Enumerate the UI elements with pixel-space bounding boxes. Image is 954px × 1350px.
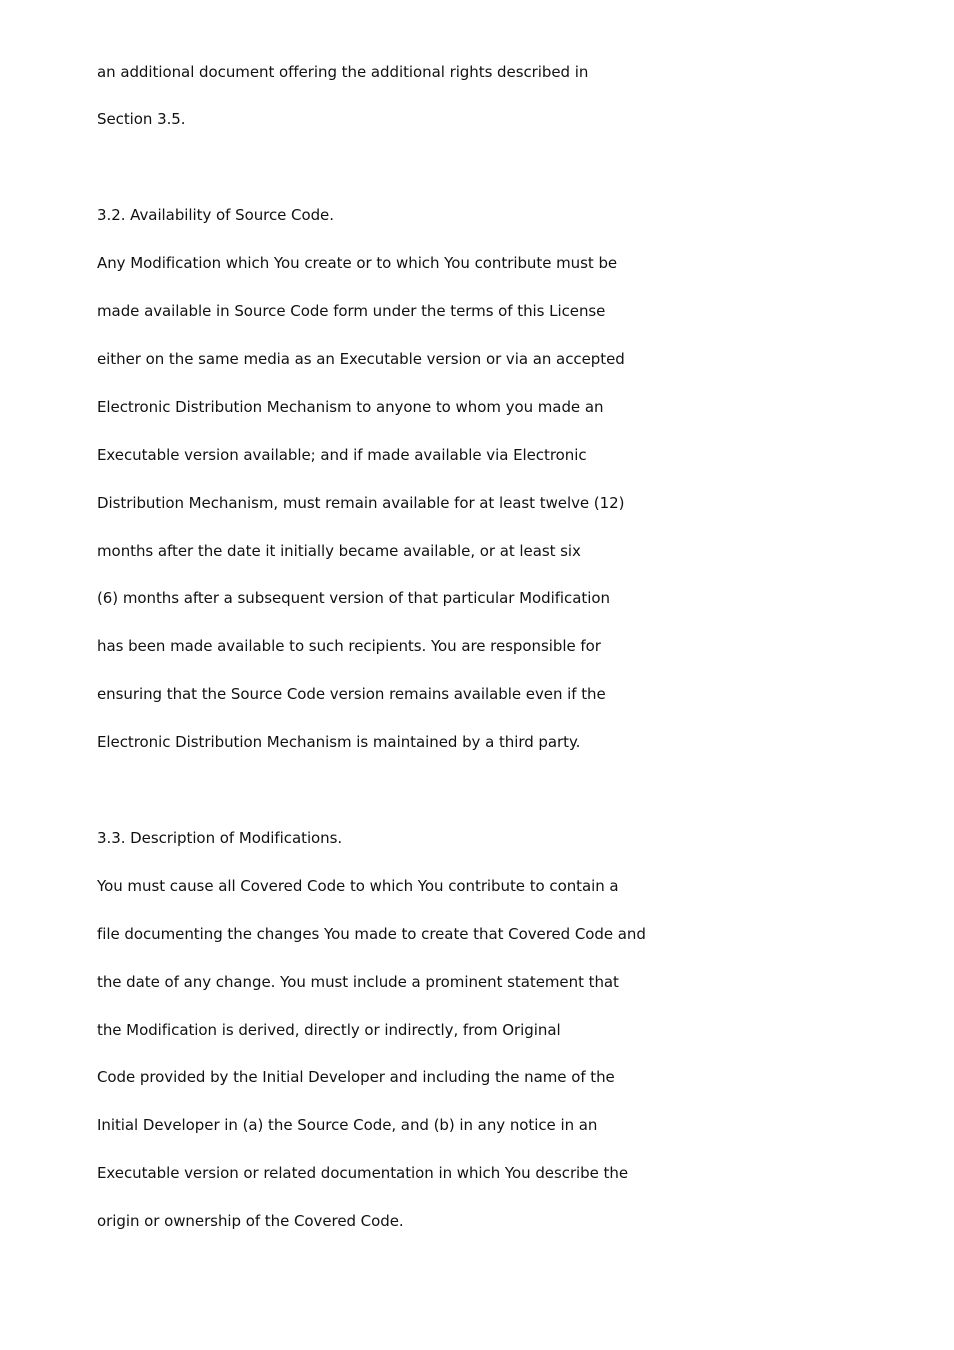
section-3-3-heading: 3.3. Description of Modifications. [97,829,343,847]
section-3-3-line: file documenting the changes You made to create that Covered Code and [97,925,646,943]
section-3-2-line: ensuring that the Source Code version remains available even if the [97,685,606,703]
section-3-2-line: has been made available to such recipients. You are responsible for [97,637,601,655]
section-3-2-line: (6) months after a subsequent version of that particular Modification [97,589,610,607]
section-3-2-line: made available in Source Code form under the terms of this License [97,302,606,320]
section-3-2-line: months after the date it initially became available, or at least six [97,542,581,560]
section-3-2-line: Electronic Distribution Mechanism is maintained by a third party. [97,733,581,751]
section-3-2-line: Executable version available; and if made available via Electronic [97,446,587,464]
section-3-3-line: Executable version or related documentation in which You describe the [97,1164,629,1182]
section-3-3-line: the Modification is derived, directly or indirectly, from Original [97,1021,561,1039]
section-3-3-line: Code provided by the Initial Developer and including the name of the [97,1068,615,1086]
section-3-2-line: Electronic Distribution Mechanism to anyone to whom you made an [97,398,604,416]
intro-line-2: Section 3.5. [97,110,186,128]
section-3-3-line: the date of any change. You must include a prominent statement that [97,973,619,991]
section-3-3-line: Initial Developer in (a) the Source Code, and (b) in any notice in an [97,1116,598,1134]
section-3-3-line: origin or ownership of the Covered Code. [97,1212,404,1230]
section-3-2-line: either on the same media as an Executable version or via an accepted [97,350,625,368]
intro-line-1: an additional document offering the additional rights described in [97,63,589,81]
section-3-2-line: Distribution Mechanism, must remain available for at least twelve (12) [97,494,625,512]
section-3-3-line: You must cause all Covered Code to which You contribute to contain a [97,877,619,895]
section-3-2-heading: 3.2. Availability of Source Code. [97,206,334,224]
section-3-2-line: Any Modification which You create or to which You contribute must be [97,254,618,272]
